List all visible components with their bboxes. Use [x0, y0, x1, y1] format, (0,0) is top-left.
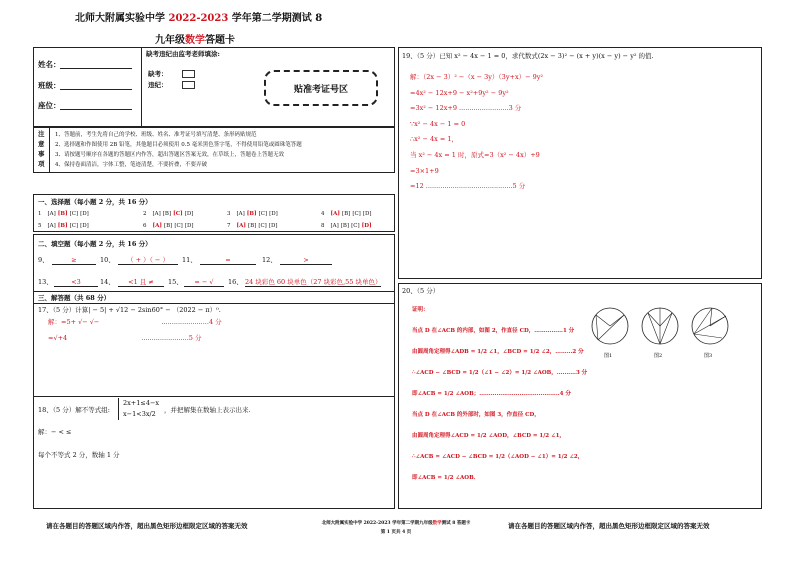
mc-option-a[interactable]: [A]: [47, 223, 56, 229]
q17-score: .......................5 分: [141, 334, 202, 342]
fill-num: 14、: [100, 278, 115, 286]
section3-divider: [33, 291, 395, 292]
q18-instruction: ，并把解集在数轴上表示出来.: [164, 406, 251, 414]
section3-title: 三、解答题（共 68 分）: [38, 294, 111, 302]
fill-answer[interactable]: 24 块彩色 60 块单色（27 块彩色,55 块单色）: [245, 278, 382, 286]
q19-step: ∵x² − 4x − 1 = 0: [410, 119, 466, 128]
page-title: [75, 9, 322, 24]
mc-option-c[interactable]: [C]: [258, 211, 268, 217]
fill-num: 15、: [168, 278, 183, 286]
fill-num: 13、: [38, 278, 53, 286]
note-item: 2、选择题和作图使用 2B 铅笔，其他题目必须使用 0.5 毫米黑色签字笔，不得使用铅笔或圆珠笔答题: [55, 142, 302, 148]
q20-prompt: 20、（5 分）: [402, 287, 440, 295]
q20-step: 由圆周角定理得∠ADB = 1/2 ∠1，∠BCD = 1/2 ∠2，.........2 分: [412, 349, 584, 355]
q19-prompt: 19、（5 分）已知 x² − 4x − 1 = 0，求代数式(2x − 3)² − (x + y)(x − y) − y² 的值.: [402, 52, 654, 60]
mc-option-b[interactable]: [B]: [247, 223, 257, 229]
sticker-area[interactable]: [264, 70, 378, 106]
mc-question: [227, 223, 280, 230]
q17-line-1: [48, 318, 222, 326]
mc-option-d[interactable]: [D]: [80, 211, 89, 217]
footer-center-pre: 北师大附属实验中学 2022-2023 学年第二学期九年级: [321, 521, 433, 526]
mc-option-c[interactable]: [C]: [173, 211, 183, 217]
footer-page-number: 第 1 页共 4 页: [380, 530, 412, 535]
mc-option-d[interactable]: [D]: [184, 223, 194, 229]
q18-answer: 解：− < ≤: [38, 428, 72, 436]
mc-question-number: 8: [321, 223, 325, 229]
absent-label: 缺考：: [148, 70, 168, 78]
mc-question: [321, 223, 374, 230]
notes-side-char: 意: [38, 140, 45, 148]
q20-step: 当点 D 在∠ACB 的内部，如图 2，作直径 CD，...............1 分: [412, 328, 575, 334]
mc-option-c[interactable]: [C]: [69, 211, 79, 217]
violation-checkbox[interactable]: [182, 81, 195, 89]
mc-option-b[interactable]: [B]: [57, 211, 68, 217]
mc-option-a[interactable]: [A]: [330, 211, 340, 217]
q20-solution: [412, 300, 587, 489]
q17-prompt: 17、（5 分）计算| − 5| + √12 − 2sin60° − （2022 − π）⁰.: [38, 306, 221, 314]
title-pre: 北师大附属实验中学: [75, 13, 169, 24]
q18-inequality: 2x+1≤4−x: [123, 399, 160, 407]
q19-step: =12 ..........................................5 分: [410, 182, 526, 191]
figure-2-label: 图2: [654, 353, 663, 359]
q20-step: 即∠ACB = 1/2 ∠AOB；..........................................4 分: [412, 391, 571, 397]
q19-step: 当 x² − 4x = 1 时，原式=3（x² − 4x）+9: [410, 150, 540, 159]
notes-side-char: 项: [38, 160, 45, 168]
q19-step: =3x² − 12x+9 ........................3 分: [410, 104, 522, 113]
mc-option-a[interactable]: [A]: [236, 223, 246, 229]
mc-question-number: 3: [227, 211, 231, 217]
footer-center-post: 测试 8 答题卡: [441, 521, 471, 526]
subtitle-subject: 数学: [185, 35, 205, 46]
note-item: 3、请按题号顺序在各题的答题区内作答，超出答题区答案无效，在草纸上，答题卷上答题无效: [55, 152, 285, 158]
section1-title: 一、选择题（每小题 2 分，共 16 分）: [38, 198, 152, 206]
fill-num: 9、: [38, 256, 49, 264]
notes-list: [55, 130, 302, 170]
figure-2: [642, 308, 678, 359]
q20-step: 当点 D 在∠ACB 的外部时，如图 3，作直径 CD，: [412, 412, 540, 418]
mc-question-number: 1: [38, 211, 42, 217]
q19-step: ∴x² − 4x = 1，: [410, 135, 459, 144]
info-divider: [141, 47, 142, 127]
seat-field[interactable]: [60, 109, 132, 110]
mc-option-c[interactable]: [C]: [352, 211, 361, 217]
mc-question: [321, 211, 374, 218]
mc-option-a[interactable]: [A]: [152, 211, 161, 217]
q17-step: 解：=5+ √− √−: [48, 318, 100, 326]
q17-step: =√+4: [48, 334, 68, 342]
q20-step: ∴∠ACD − ∠BCD = 1/2（∠1 − ∠2）= 1/2 ∠AOB，..........3 分: [412, 370, 588, 376]
q19-step: 解：（2x − 3）² −（x − 3y）（3y+x）− 9y²: [410, 73, 544, 81]
q19-solution: [410, 70, 543, 195]
q19-step: =3×1+9: [410, 166, 439, 175]
seat-label: 座位：: [38, 101, 61, 110]
notes-side-char: 注: [38, 130, 45, 138]
q17-divider: [33, 303, 395, 304]
mc-option-a[interactable]: [A]: [152, 223, 162, 229]
q18-prompt: 18、（5 分）解不等式组:: [38, 406, 110, 414]
mc-question: [38, 211, 91, 218]
mc-question: [143, 211, 195, 218]
title-post: 学年第二学期测试 8: [228, 13, 323, 24]
mc-option-a[interactable]: [A]: [330, 223, 339, 229]
footer-right-warning: 请在各题目的答题区域内作答，超出黑色矩形边框限定区域的答案无效: [508, 522, 710, 530]
mc-option-c[interactable]: [C]: [351, 223, 360, 229]
subtitle-pre: 九年级: [155, 35, 185, 46]
fill-answer[interactable]: ≥: [52, 256, 96, 265]
figure-3-label: 图3: [704, 353, 713, 359]
note-item: 4、保持卷面清洁，字体工整，笔迹清楚，不要折叠，不要弄破: [55, 162, 208, 168]
mc-question-number: 5: [38, 223, 42, 229]
name-label: 姓名：: [38, 60, 61, 69]
mc-question-number: 6: [143, 223, 147, 229]
q17-score: .......................4 分: [161, 318, 222, 326]
fill-answer[interactable]: <1 且 ≠: [118, 278, 164, 287]
mc-question-number: 7: [227, 223, 231, 229]
mc-question: [227, 211, 280, 218]
q18-inequality: x−1<3x/2: [123, 410, 156, 418]
absent-checkbox[interactable]: [182, 70, 195, 78]
mc-option-d[interactable]: [D]: [80, 223, 89, 229]
mc-question: [38, 223, 91, 230]
q20-step: ∴∠ACB = ∠ACD − ∠BCD = 1/2（∠AOD − ∠1）= 1/2 ∠2，: [412, 454, 584, 460]
mc-option-b[interactable]: [B]: [341, 211, 351, 217]
mc-question: [143, 223, 196, 230]
subtitle-post: 答题卡: [205, 35, 235, 46]
class-label: 班级：: [38, 81, 61, 90]
violation-label: 违纪：: [148, 81, 168, 89]
notes-side-char: 事: [38, 150, 45, 158]
section2-title: 二、填空题（每小题 2 分，共 16 分）: [38, 240, 152, 248]
sticker-label: 贴准考证号区: [293, 84, 348, 95]
q17-line-2: [48, 334, 201, 342]
class-field[interactable]: [60, 89, 132, 90]
notes-side-label: [38, 129, 46, 169]
mc-option-b[interactable]: [B]: [246, 211, 257, 217]
q18-note: 每个不等式 2 分，数轴 1 分: [38, 451, 120, 459]
fill-num: 16、: [228, 278, 243, 286]
q20-step: 证明：: [412, 307, 429, 313]
q20-figures: [588, 302, 738, 360]
page-subtitle: [155, 31, 235, 46]
name-field[interactable]: [60, 68, 132, 69]
q20-step: 由圆周角定理得∠ACD = 1/2 ∠AOD，∠BCD = 1/2 ∠1，: [412, 433, 565, 439]
q18-system: [118, 398, 159, 420]
mc-option-b[interactable]: [B]: [340, 223, 350, 229]
footer-center-subject: 数学: [432, 521, 442, 526]
proctor-title: 缺考违纪由监考老师填涂:: [146, 50, 220, 58]
q19-step: =4x² − 12x+9 − x²+9y² − 9y²: [410, 88, 509, 97]
mc-option-c[interactable]: [C]: [174, 223, 183, 229]
mc-option-d[interactable]: [D]: [361, 223, 372, 229]
mc-option-d[interactable]: [D]: [184, 211, 194, 217]
fill-num: 12、: [262, 256, 277, 264]
mc-option-d[interactable]: [D]: [362, 211, 372, 217]
mc-option-d[interactable]: [D]: [269, 211, 278, 217]
fill-answer[interactable]: （ + ）（ − ）: [118, 256, 178, 265]
footer-center: [296, 519, 496, 537]
mc-option-c[interactable]: [C]: [69, 223, 79, 229]
fill-answer[interactable]: <3: [54, 278, 98, 287]
title-years: 2022-2023: [168, 13, 229, 24]
mc-option-a[interactable]: [A]: [236, 211, 245, 217]
figure-1: [592, 308, 628, 359]
violation-row: [148, 81, 195, 89]
fill-answer[interactable]: =: [200, 256, 256, 265]
mc-option-b[interactable]: [B]: [57, 223, 68, 229]
fill-answer[interactable]: = − √: [184, 278, 224, 287]
q20-step: 即∠ACB = 1/2 ∠AOB．: [412, 475, 480, 481]
note-item: 1、答题前，考生先将自己的学校、班级、姓名、准考证号填写清楚、条形码贴规范: [55, 132, 257, 138]
q18-divider: [33, 396, 395, 397]
mc-option-c[interactable]: [C]: [258, 223, 267, 229]
absent-row: [148, 70, 195, 78]
mc-option-b[interactable]: [B]: [163, 223, 173, 229]
figure-3: [692, 308, 728, 359]
notes-divider: [49, 127, 50, 173]
mc-option-d[interactable]: [D]: [268, 223, 278, 229]
mc-option-a[interactable]: [A]: [47, 211, 56, 217]
footer-left-warning: 请在各题目的答题区域内作答，超出黑色矩形边框限定区域的答案无效: [46, 522, 248, 530]
fill-answer[interactable]: >: [280, 256, 332, 265]
fill-num: 11、: [182, 256, 197, 264]
mc-question-number: 2: [143, 211, 147, 217]
mc-question-number: 4: [321, 211, 325, 217]
section23-box: [33, 234, 395, 509]
fill-num: 10、: [100, 256, 115, 264]
mc-option-b[interactable]: [B]: [162, 211, 172, 217]
figure-1-label: 图1: [604, 353, 613, 359]
